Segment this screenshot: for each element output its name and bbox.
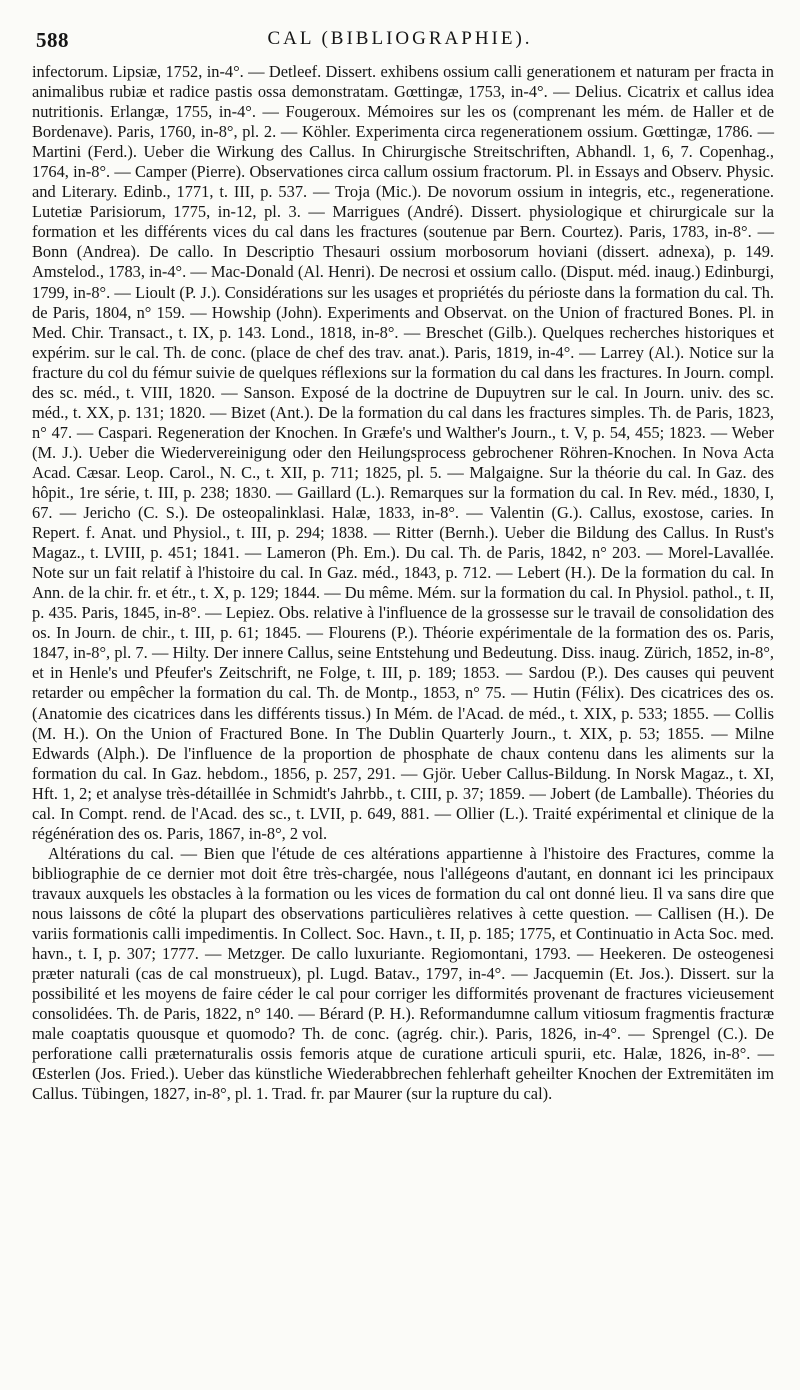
page-number: 588 bbox=[36, 28, 69, 52]
running-title: CAL (BIBLIOGRAPHIE). bbox=[267, 28, 533, 49]
alterations-paragraph: Altérations du cal. — Bien que l'étude de ces altérations appartienne à l'histoire des Fractures, comme la bibliographie de ce dernier mot doit être très-chargée, nous l'allégeons d'autant, en donnant ici les principaux travaux auxquels les obstacles à la formation ou les vices de formation du cal ont donné lieu. Il va sans dire que nous laissons de côté la plupart des observations particulières relatives à cette question. — Callisen (H.). De variis formationis calli impedimentis. In Collect. Soc. Havn., t. II, p. 185; 1775, et Continuatio in Acta Soc. med. havn., t. I, p. 307; 1777. — Metzger. De callo luxuriante. Regiomontani, 1793. — Heekeren. De osteogenesi præter naturali (cas de cal monstrueux), pl. Lugd. Batav., 1797, in-4°. — Jacquemin (Et. Jos.). Dissert. sur la possibilité et les moyens de faire céder le cal pour corriger les difformités provenant de fractures vicieusement consolidées. Th. de Paris, 1822, n° 140. — Bérard (P. H.). Reformandumne callum vitiosum fragmentis fracturæ male coaptatis quousque et quomodo? Th. de conc. (agrég. chir.). Paris, 1826, in-4°. — Sprengel (C.). De perforatione calli præternaturalis ossis femoris atque de curatione articuli spurii, etc. Halæ, 1826, in-8°. — Œsterlen (Jos. Fried.). Ueber das künstliche Wiederabbrechen fehlerhaft geheilter Knochen der Extremitäten im Callus. Tübingen, 1827, in-8°, pl. 1. Trad. fr. par Maurer (sur la rupture du cal). bbox=[32, 843, 774, 1104]
body-text bbox=[32, 62, 774, 1104]
page-header bbox=[36, 28, 764, 58]
bibliography-paragraph: infectorum. Lipsiæ, 1752, in-4°. — Detleef. Dissert. exhibens ossium calli generationem et naturam per fracta in animalibus rubiæ et radice pastis ossa demonstratam. Gœttingæ, 1753, in-4°. — Delius. Cicatrix et callus idea nutritionis. Erlangæ, 1755, in-4°. — Fougeroux. Mémoires sur les os (comprenant les mém. de Haller et de Bordenave). Paris, 1760, in-8°, pl. 2. — Köhler. Experimenta circa regenerationem ossium. Gœttingæ, 1786. — Martini (Ferd.). Ueber die Wirkung des Callus. In Chirurgische Streitschriften, Abhandl. 1, 6, 7. Copenhag., 1764, in-8°. — Camper (Pierre). Observationes circa callum ossium fractorum. Pl. in Essays and Observ. Physic. and Literary. Edinb., 1771, t. III, p. 537. — Troja (Mic.). De novorum ossium in integris, etc., regeneratione. Lutetiæ Parisiorum, 1775, in-12, pl. 3. — Marrigues (André). Dissert. physiologique et chirurgicale sur la formation et les différents vices du cal dans les fractures (soutenue par Bern. Courtez). Paris, 1783, in-8°. — Bonn (Andrea). De callo. In Descriptio Thesauri ossium morbosorum hoviani (dissert. adnexa), p. 149. Amstelod., 1783, in-4°. — Mac-Donald (Al. Henri). De necrosi et ossium callo. (Disput. méd. inaug.) Edinburgi, 1799, in-8°. — Lioult (P. J.). Considérations sur les usages et propriétés du périoste dans la formation du cal. Th. de Paris, 1804, n° 159. — Howship (John). Experiments and Observat. on the Union of fractured Bones. Pl. in Med. Chir. Transact., t. IX, p. 143. Lond., 1818, in-8°. — Breschet (Gilb.). Quelques recherches historiques et expérim. sur le cal. Th. de conc. (place de chef des trav. anat.). Paris, 1819, in-4°. — Larrey (Al.). Notice sur la fracture du col du fémur suivie de quelques réflexions sur la formation du cal dans les fractures. In Journ. compl. des sc. méd., t. VIII, 1820. — Sanson. Exposé de la doctrine de Dupuytren sur le cal. In Journ. univ. des sc. méd., t. XX, p. 131; 1820. — Bizet (Ant.). De la formation du cal dans les fractures simples. Th. de Paris, 1823, n° 47. — Caspari. Regeneration der Knochen. In Græfe's und Walther's Journ., t. V, p. 54, 455; 1823. — Weber (M. J.). Ueber die Wiedervereinigung oder den Heilungsprocess gebrochener Röhren-Knochen. In Nova Acta Acad. Cæsar. Leop. Carol., N. C., t. XII, p. 711; 1825, pl. 5. — Malgaigne. Sur la théorie du cal. In Gaz. des hôpit., 1re série, t. III, p. 238; 1830. — Gaillard (L.). Remarques sur la formation du cal. In Rev. méd., 1830, I, 67. — Jericho (C. S.). De osteopalinklasi. Halæ, 1833, in-8°. — Valentin (G.). Callus, exostose, caries. In Repert. f. Anat. und Physiol., t. III, p. 294; 1838. — Ritter (Bernh.). Ueber die Bildung des Callus. In Rust's Magaz., t. LVIII, p. 451; 1841. — Lameron (Ph. Em.). Du cal. Th. de Paris, 1842, n° 203. — Morel-Lavallée. Note sur un fait relatif à l'histoire du cal. In Gaz. méd., 1843, p. 712. — Lebert (H.). De la formation du cal. In Ann. de la chir. fr. et étr., t. X, p. 129; 1844. — Du même. Mém. sur la formation du cal. In Physiol. pathol., t. II, p. 435. Paris, 1845, in-8°. — Lepiez. Obs. relative à l'influence de la grossesse sur le travail de consolidation des os. In Journ. de chir., t. III, p. 61; 1845. — Flourens (P.). Théorie expérimentale de la formation des os. Paris, 1847, in-8°, pl. 7. — Hilty. Der innere Callus, seine Entstehung und Bedeutung. Diss. inaug. Zürich, 1852, in-8°, et in Henle's und Pfeufer's Zeitschrift, ne Folge, t. III, p. 189; 1853. — Sardou (P.). Des causes qui peuvent retarder ou empêcher la formation du cal. Th. de Montp., 1853, n° 75. — Hutin (Félix). Des cicatrices des os. (Anatomie des cicatrices dans les différents tissus.) In Mém. de l'Acad. de méd., t. XIX, p. 533; 1855. — Collis (M. H.). On the Union of Fractured Bone. In The Dublin Quarterly Journ., t. XIX, p. 53; 1855. — Milne Edwards (Alph.). De l'influence de la proportion de phosphate de chaux contenu dans les aliments sur la formation du cal. In Gaz. hebdom., 1856, p. 257, 291. — Gjör. Ueber Callus-Bildung. In Norsk Magaz., t. XI, Hft. 1, 2; et analyse très-détaillée in Schmidt's Jahrbb., t. CIII, p. 37; 1859. — Jobert (de Lamballe). Théories du cal. In Compt. rend. de l'Acad. des sc., t. LVII, p. 649, 881. — Ollier (L.). Traité expérimental et clinique de la régénération des os. Paris, 1867, in-8°, 2 vol. bbox=[32, 62, 774, 843]
